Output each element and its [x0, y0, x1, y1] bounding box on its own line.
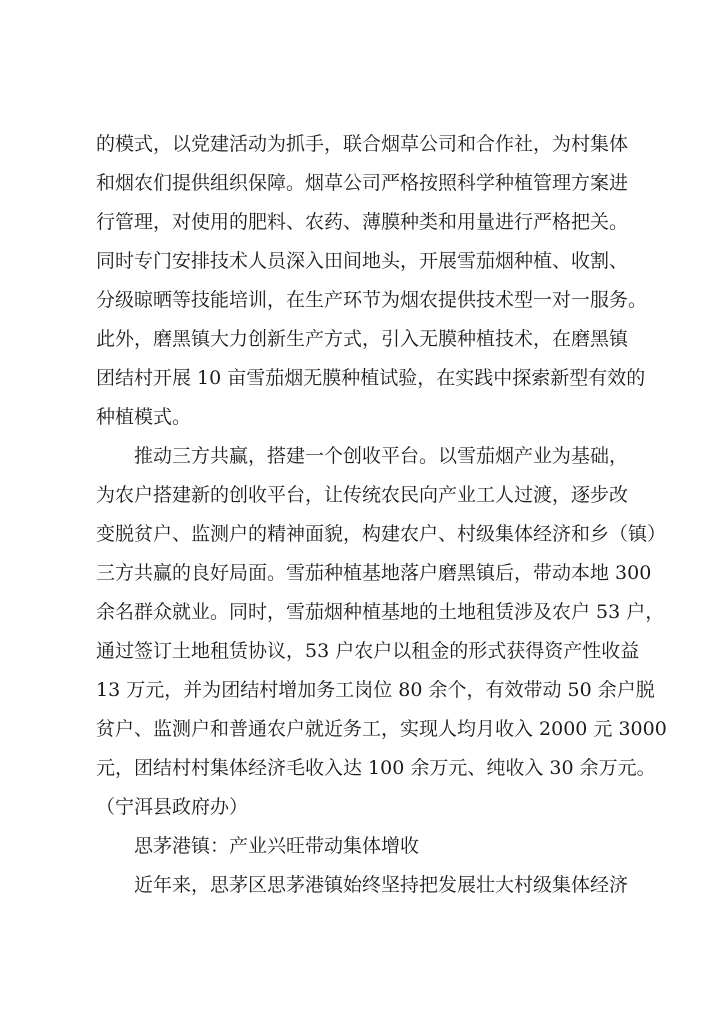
paragraph-heading: 推动三方共赢，搭建一个创收平台。以雪茄烟产业为基础， [134, 445, 629, 467]
text-line-13: 余名群众就业。同时，雪茄烟种植基地的土地租赁涉及农户 53 户， [96, 601, 665, 623]
section-title: 思茅港镇：产业兴旺带动集体增收 [134, 835, 420, 857]
text-line-16: 贫户、监测户和普通农户就近务工，实现人均月收入 2000 元 3000 [96, 718, 667, 740]
text-line-17: 元，团结村村集体经济毛收入达 100 余万元、纯收入 30 余万元。 [96, 757, 656, 779]
text-line-4: 同时专门安排技术人员深入田间地头，开展雪茄烟种植、收割、 [96, 250, 629, 272]
source-note: （宁洱县政府办） [96, 796, 249, 818]
text-line-12: 三方共赢的良好局面。雪茄种植基地落户磨黑镇后，带动本地 300 [96, 562, 652, 584]
text-line-11: 变脱贫户、监测户的精神面貌，构建农户、村级集体经济和乡（镇） [96, 523, 667, 545]
text-line-1: 的模式，以党建活动为抓手，联合烟草公司和合作社，为村集体 [96, 133, 629, 155]
text-line-15: 13 万元，并为团结村增加务工岗位 80 余个，有效带动 50 余户脱 [96, 679, 655, 701]
text-line-8: 种植模式。 [96, 406, 192, 428]
text-line-14: 通过签订土地租赁协议，53 户农户以租金的形式获得资产性收益 [96, 640, 640, 662]
text-line-6: 此外，磨黑镇大力创新生产方式，引入无膜种植技术，在磨黑镇 [96, 328, 629, 350]
text-line-5: 分级晾晒等技能培训，在生产环节为烟农提供技术型一对一服务。 [96, 289, 648, 311]
text-line-2: 和烟农们提供组织保障。烟草公司严格按照科学种植管理方案进 [96, 172, 629, 194]
text-line-3: 行管理，对使用的肥料、农药、薄膜种类和用量进行严格把关。 [96, 211, 629, 233]
text-line-20: 近年来，思茅区思茅港镇始终坚持把发展壮大村级集体经济 [134, 874, 629, 896]
text-line-10: 为农户搭建新的创收平台，让传统农民向产业工人过渡，逐步改 [96, 484, 629, 506]
text-line-7: 团结村开展 10 亩雪茄烟无膜种植试验，在实践中探索新型有效的 [96, 367, 646, 389]
